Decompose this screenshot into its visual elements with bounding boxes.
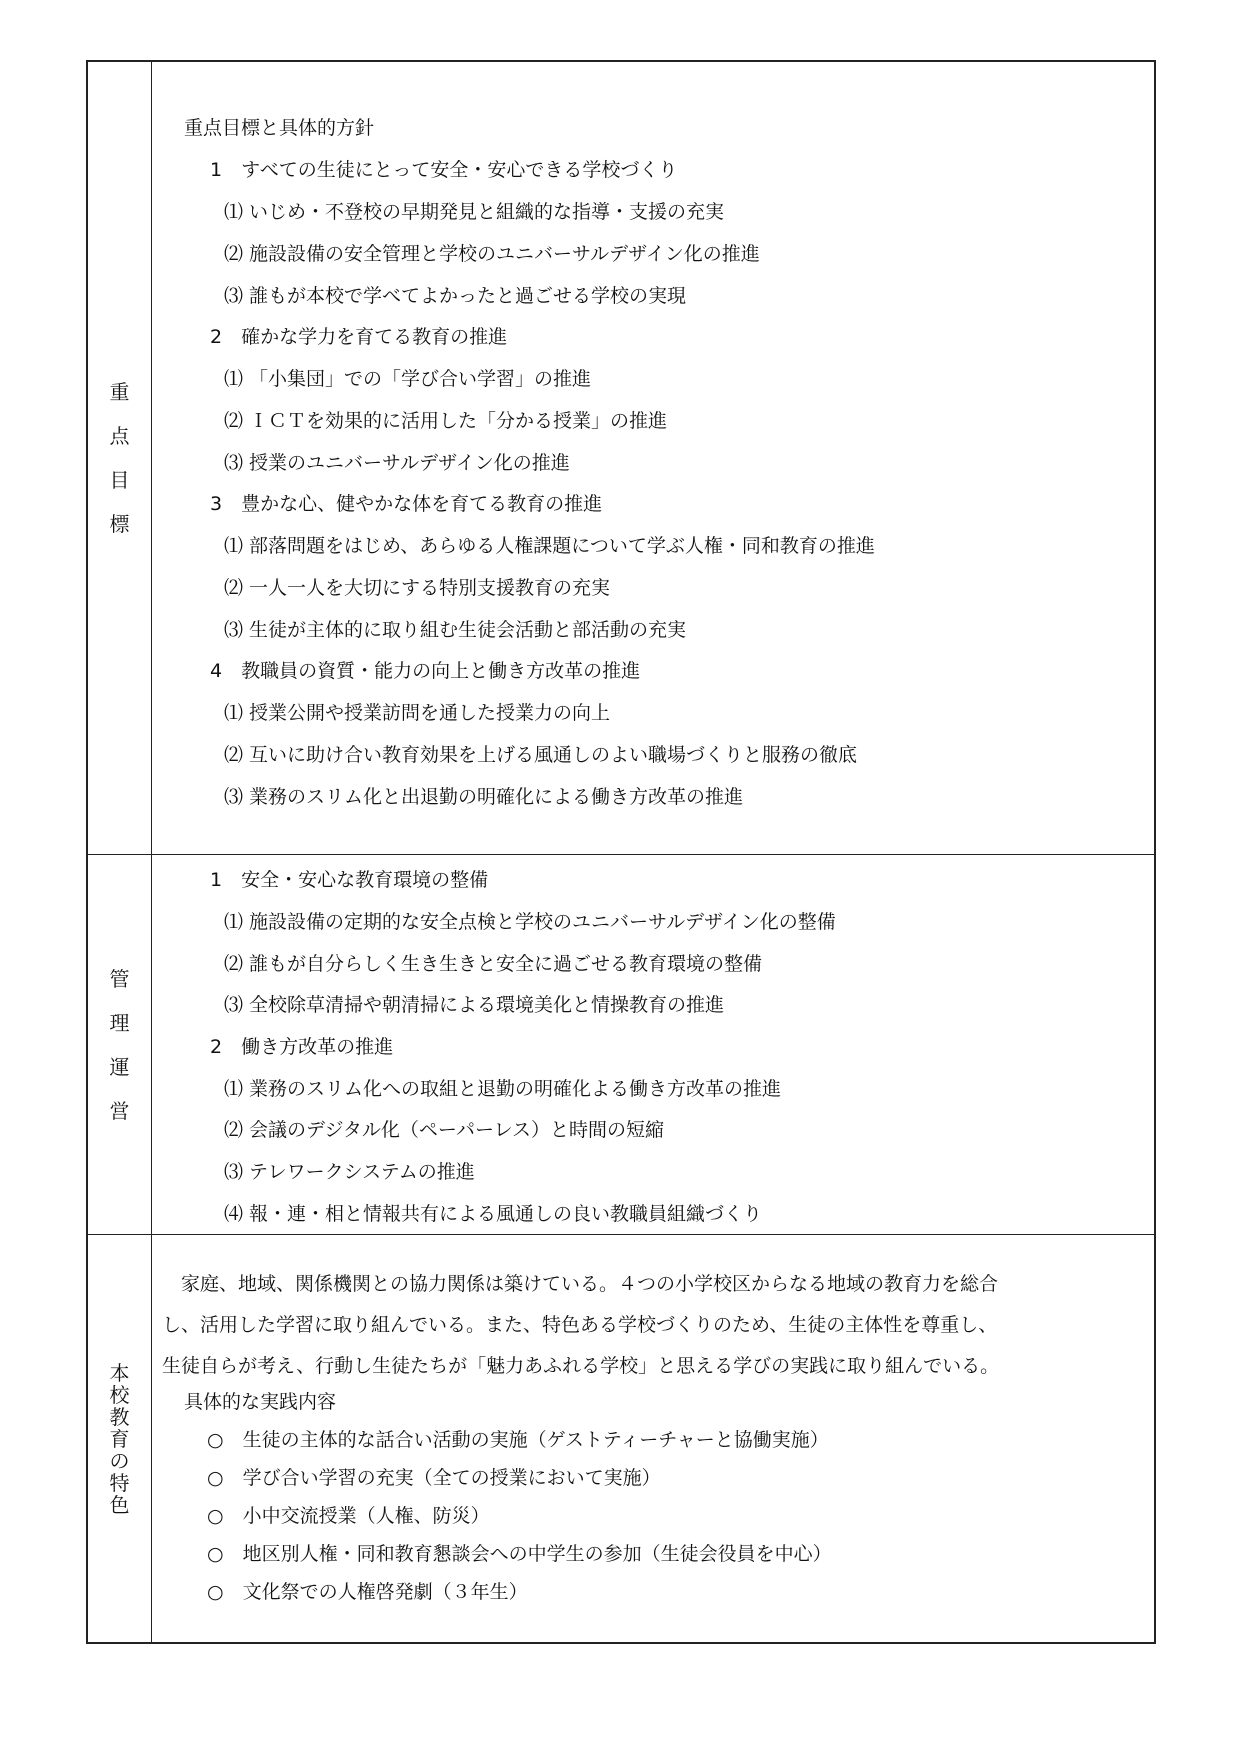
features-label-char: 本 xyxy=(109,1360,130,1385)
management-label-char: 運 xyxy=(109,1054,130,1079)
management-section xyxy=(88,854,1154,1234)
group-title: 3 豊かな心、健やかな体を育てる教育の推進 xyxy=(210,493,603,515)
group-item: ⑵ 会議のデジタル化（ペーパーレス）と時間の短縮 xyxy=(224,1119,665,1141)
features-subheading: 具体的な実践内容 xyxy=(184,1391,337,1413)
features-paragraph-line: し、活用した学習に取り組んでいる。また、特色ある学校づくりのため、生徒の主体性を尊重し、 xyxy=(162,1314,998,1336)
goals-label xyxy=(110,370,130,546)
group-title: 2 働き方改革の推進 xyxy=(210,1036,394,1058)
management-label-cell xyxy=(88,855,152,1234)
group-item: ⑴ 業務のスリム化への取組と退勤の明確化よる働き方改革の推進 xyxy=(224,1078,782,1100)
group-item: ⑴ いじめ・不登校の早期発見と組織的な指導・支援の充実 xyxy=(224,201,725,223)
group-item: ⑵ 互いに助け合い教育効果を上げる風通しのよい職場づくりと服務の徹底 xyxy=(224,744,858,766)
features-bullet: ○ 学び合い学習の充実（全ての授業において実施） xyxy=(207,1467,661,1489)
management-label-char: 管 xyxy=(109,966,130,991)
group-item: ⑴ 「小集団」での「学び合い学習」の推進 xyxy=(224,368,592,390)
features-label-char: 校 xyxy=(109,1382,130,1407)
group-item: ⑶ 全校除草清掃や朝清掃による環境美化と情操教育の推進 xyxy=(224,994,725,1016)
management-label-char: 理 xyxy=(109,1010,130,1035)
group-item: ⑶ 授業のユニバーサルデザイン化の推進 xyxy=(224,452,570,474)
goals-section xyxy=(88,62,1154,854)
group-item: ⑶ 業務のスリム化と出退勤の明確化による働き方改革の推進 xyxy=(224,786,744,808)
features-paragraph-line: 家庭、地域、関係機関との協力関係は築けている。４つの小学校区からなる地域の教育力を総合 xyxy=(162,1273,999,1295)
management-label-char: 営 xyxy=(109,1098,130,1123)
features-bullet: ○ 小中交流授業（人権、防災） xyxy=(207,1505,490,1527)
features-label-char: 育 xyxy=(109,1426,130,1451)
features-bullet: ○ 地区別人権・同和教育懇談会への中学生の参加（生徒会役員を中心） xyxy=(207,1543,832,1565)
group-title: 2 確かな学力を育てる教育の推進 xyxy=(210,326,508,348)
group-item: ⑴ 部落問題をはじめ、あらゆる人権課題について学ぶ人権・同和教育の推進 xyxy=(224,535,875,557)
features-bullet: ○ 生徒の主体的な話合い活動の実施（ゲストティーチャーと協働実施） xyxy=(207,1429,829,1451)
group-item: ⑴ 施設設備の定期的な安全点検と学校のユニバーサルデザイン化の整備 xyxy=(224,911,836,933)
goals-label-char: 目 xyxy=(109,468,130,492)
goals-content xyxy=(152,62,1154,854)
management-label xyxy=(110,957,130,1133)
features-section xyxy=(88,1234,1154,1642)
features-label xyxy=(110,1362,130,1516)
group-item: ⑶ テレワークシステムの推進 xyxy=(224,1161,475,1183)
group-item: ⑴ 授業公開や授業訪問を通した授業力の向上 xyxy=(224,702,611,724)
features-label-char: 特 xyxy=(109,1470,130,1495)
features-bullet: ○ 文化祭での人権啓発劇（３年生） xyxy=(207,1581,528,1603)
features-label-char: 色 xyxy=(109,1492,130,1517)
features-paragraph-line: 生徒自らが考え、行動し生徒たちが「魅力あふれる学校」と思える学びの実践に取り組んでいる。 xyxy=(162,1355,1000,1377)
group-item: ⑶ 生徒が主体的に取り組む生徒会活動と部活動の充実 xyxy=(224,619,687,641)
features-label-char: 教 xyxy=(109,1404,130,1429)
group-title: 4 教職員の資質・能力の向上と働き方改革の推進 xyxy=(210,660,641,682)
goals-label-cell xyxy=(88,62,152,854)
features-content xyxy=(152,1235,1154,1642)
group-item: ⑵ 施設設備の安全管理と学校のユニバーサルデザイン化の推進 xyxy=(224,243,760,265)
plan-table xyxy=(86,60,1156,1644)
goals-label-char: 重 xyxy=(109,380,130,404)
group-item: ⑵ 一人一人を大切にする特別支援教育の充実 xyxy=(224,577,611,599)
goals-label-char: 標 xyxy=(109,512,130,536)
group-item: ⑵ 誰もが自分らしく生き生きと安全に過ごせる教育環境の整備 xyxy=(224,953,763,975)
group-item: ⑷ 報・連・相と情報共有による風通しの良い教職員組織づくり xyxy=(224,1203,763,1225)
group-title: 1 すべての生徒にとって安全・安心できる学校づくり xyxy=(210,159,678,181)
features-label-cell xyxy=(88,1235,152,1642)
features-label-char: の xyxy=(109,1448,130,1473)
management-content xyxy=(152,855,1154,1234)
goals-label-char: 点 xyxy=(109,424,130,448)
group-item: ⑵ ＩＣＴを効果的に活用した「分かる授業」の推進 xyxy=(224,410,668,432)
goals-heading: 重点目標と具体的方針 xyxy=(184,117,375,139)
group-title: 1 安全・安心な教育環境の整備 xyxy=(210,869,489,891)
group-item: ⑶ 誰もが本校で学べてよかったと過ごせる学校の実現 xyxy=(224,285,687,307)
